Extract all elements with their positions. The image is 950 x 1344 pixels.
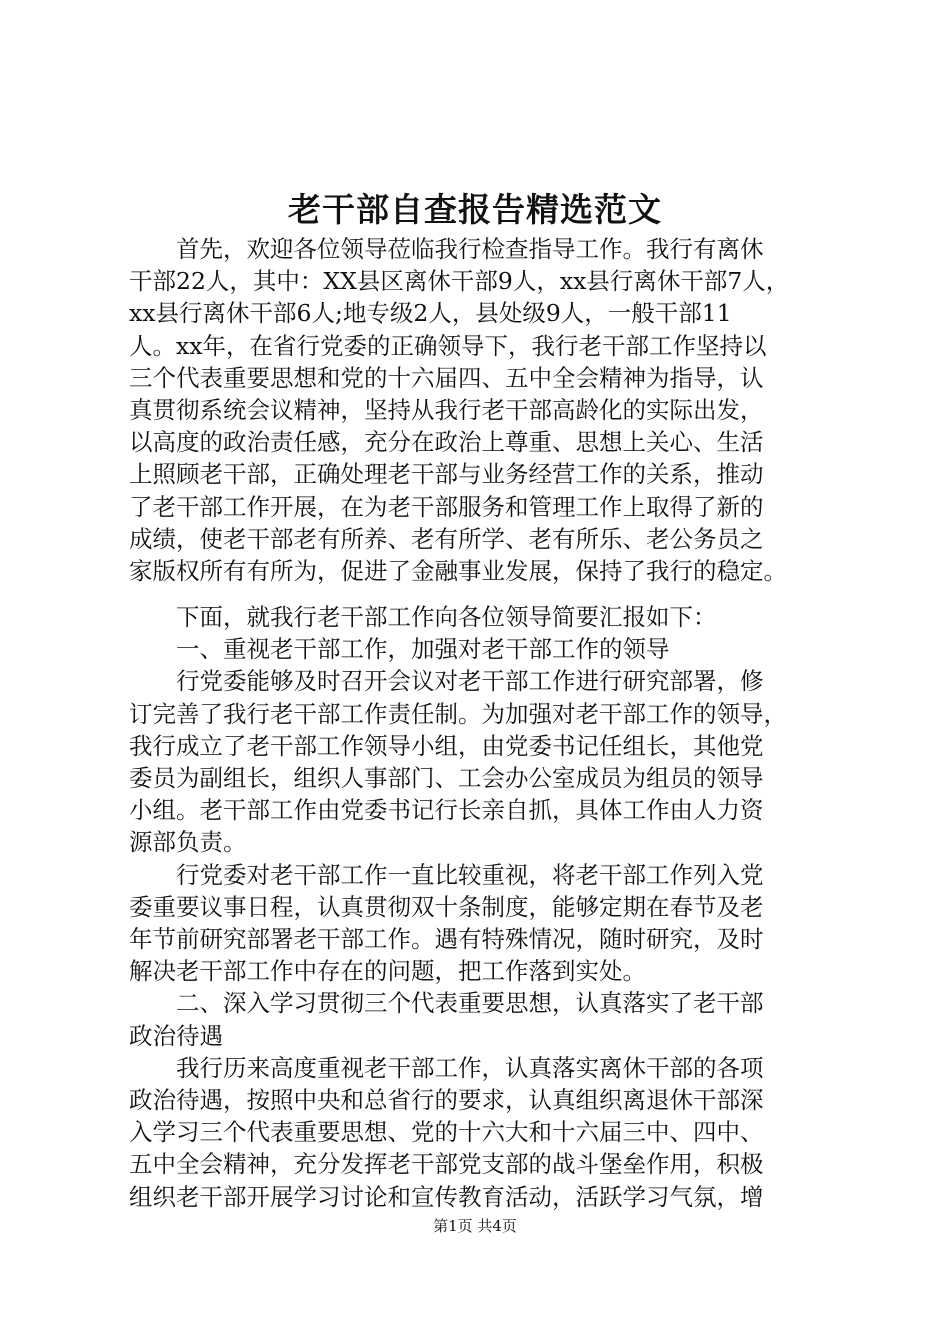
text-line: 干部22人，其中：XX县区离休干部9人，xx县行离休干部7人， — [129, 267, 790, 296]
text-line: 组织老干部开展学习讨论和宣传教育活动，活跃学习气氛，增 — [129, 1182, 764, 1211]
text-line: 了老干部工作开展，在为老干部服务和管理工作上取得了新的 — [129, 492, 764, 521]
text-line: 真贯彻系统会议精神，坚持从我行老干部高龄化的实际出发， — [129, 396, 764, 425]
text-line: 以高度的政治责任感，充分在政治上尊重、思想上关心、生活 — [129, 428, 764, 457]
text-line: 我行成立了老干部工作领导小组，由党委书记任组长，其他党 — [129, 731, 764, 760]
paragraph-block-report — [129, 601, 851, 1213]
text-line: 五中全会精神，充分发挥老干部党支部的战斗堡垒作用，积极 — [129, 1150, 764, 1179]
text-line: 成绩，使老干部老有所养、老有所学、老有所乐、老公务员之 — [129, 524, 764, 553]
section-heading: 政治待遇 — [129, 1021, 223, 1050]
text-line: 行党委对老干部工作一直比较重视，将老干部工作列入党 — [129, 860, 764, 889]
text-line: 委重要议事日程，认真贯彻双十条制度，能够定期在春节及老 — [129, 892, 764, 921]
text-line: 行党委能够及时召开会议对老干部工作进行研究部署，修 — [129, 667, 764, 696]
page-footer: 第1页 共4页 — [433, 1217, 517, 1235]
text-line: 首先，欢迎各位领导莅临我行检查指导工作。我行有离休 — [129, 235, 764, 263]
text-line: 源部负责。 — [129, 828, 247, 857]
paragraph-block-intro — [129, 233, 851, 587]
text-line: xx县行离休干部6人;地专级2人，县处级9人，一般干部11 — [129, 299, 732, 328]
text-line: 解决老干部工作中存在的问题，把工作落到实处。 — [129, 957, 646, 986]
section-heading: 一、重视老干部工作，加强对老干部工作的领导 — [129, 635, 670, 664]
text-line: 人。xx年，在省行党委的正确领导下，我行老干部工作坚持以 — [129, 331, 767, 360]
document-title: 老干部自查报告精选范文 — [288, 190, 662, 229]
text-line: 订完善了我行老干部工作责任制。为加强对老干部工作的领导， — [129, 699, 787, 728]
text-line: 下面，就我行老干部工作向各位领导简要汇报如下： — [129, 603, 717, 631]
text-line: 我行历来高度重视老干部工作，认真落实离休干部的各项 — [129, 1053, 764, 1082]
text-line: 政治待遇，按照中央和总省行的要求，认真组织离退休干部深 — [129, 1086, 764, 1115]
text-line: 年节前研究部署老干部工作。遇有特殊情况，随时研究，及时 — [129, 925, 764, 954]
text-line: 上照顾老干部，正确处理老干部与业务经营工作的关系，推动 — [129, 460, 764, 489]
text-line: 入学习三个代表重要思想、党的十六大和十六届三中、四中、 — [129, 1118, 764, 1147]
section-heading: 二、深入学习贯彻三个代表重要思想，认真落实了老干部 — [129, 989, 764, 1018]
text-line: 三个代表重要思想和党的十六届四、五中全会精神为指导，认 — [129, 363, 764, 392]
text-line: 小组。老干部工作由党委书记行长亲自抓，具体工作由人力资 — [129, 796, 764, 825]
text-line: 委员为副组长，组织人事部门、工会办公室成员为组员的领导 — [129, 764, 764, 793]
text-line: 家版权所有有所为，促进了金融事业发展，保持了我行的稳定。 — [129, 557, 787, 586]
